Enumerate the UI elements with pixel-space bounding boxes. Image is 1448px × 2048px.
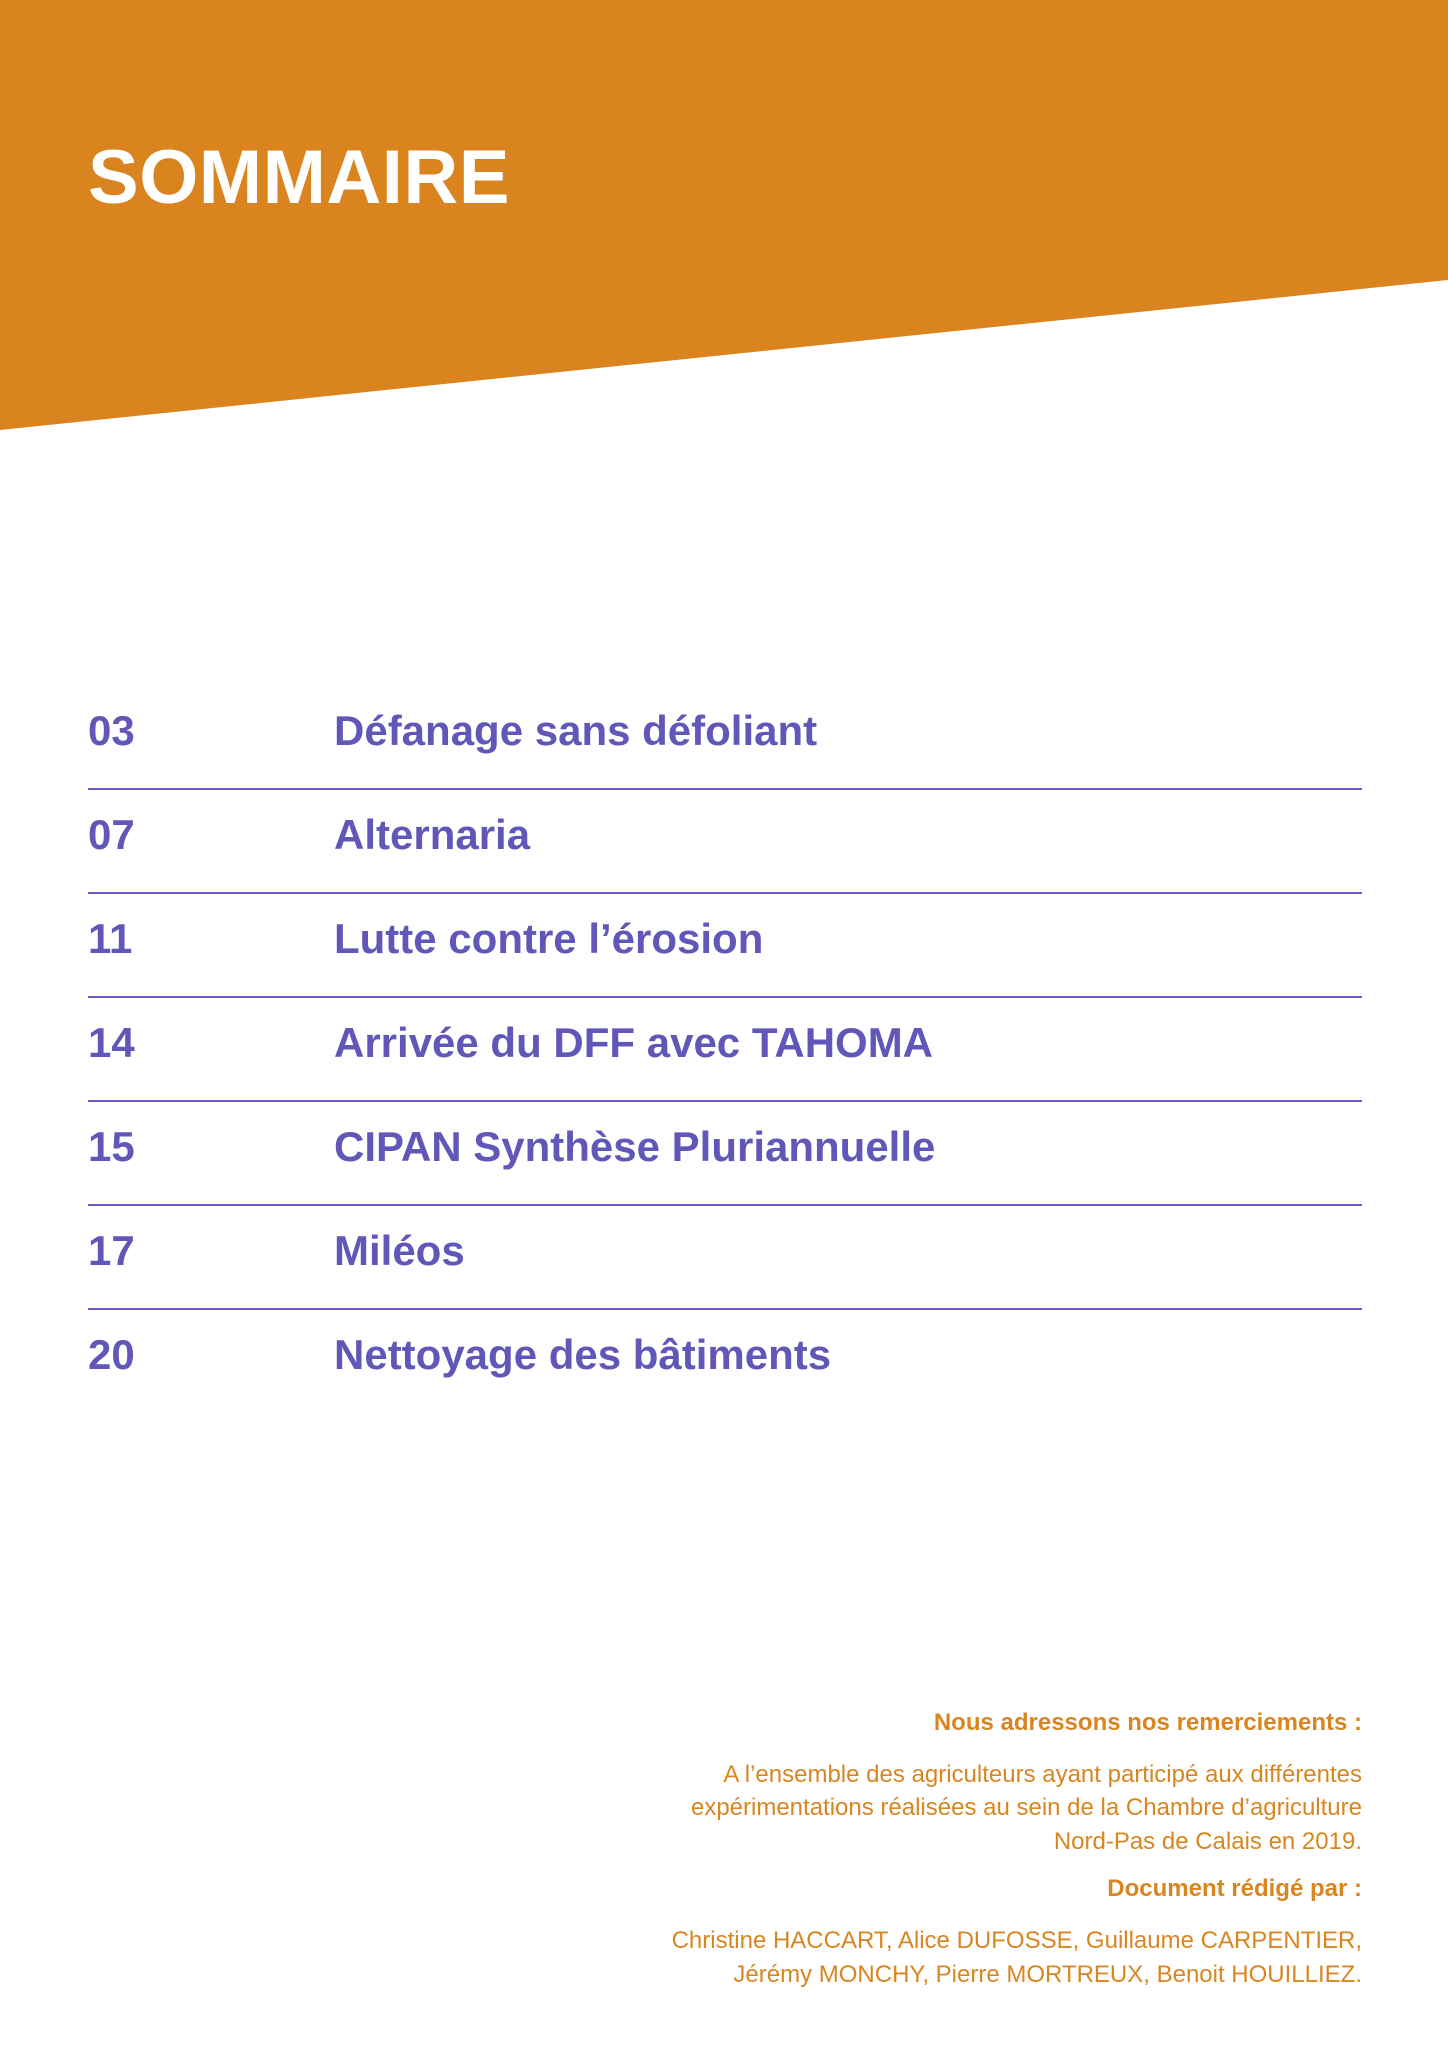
toc-page-number: 20 <box>88 1331 135 1378</box>
toc-entry[interactable] <box>88 1102 1362 1206</box>
acknowledgements-block <box>462 1706 1362 2005</box>
toc-entry-title: Nettoyage des bâtiments <box>334 1331 832 1378</box>
toc-entry-title: Miléos <box>334 1227 465 1274</box>
authors-line: Christine HACCART, Alice DUFOSSE, Guillaume CARPENTIER, <box>671 1926 1362 1954</box>
toc-entry[interactable] <box>88 686 1362 790</box>
toc-entry-title: Défanage sans défoliant <box>334 707 818 754</box>
toc-page-number: 17 <box>88 1227 135 1274</box>
toc-page-number: 03 <box>88 707 135 754</box>
toc-entry[interactable] <box>88 1206 1362 1310</box>
thanks-heading: Nous adressons nos remerciements : <box>933 1709 1362 1736</box>
thanks-line: expérimentations réalisées au sein de la Chambre d’agriculture <box>690 1794 1362 1822</box>
toc-page-number: 11 <box>88 915 133 962</box>
table-of-contents <box>88 686 1362 1414</box>
toc-entry-title: Alternaria <box>334 811 531 858</box>
thanks-line: Nord-Pas de Calais en 2019. <box>1053 1827 1362 1855</box>
toc-entry[interactable] <box>88 1310 1362 1414</box>
toc-entry-title: CIPAN Synthèse Pluriannuelle <box>334 1123 936 1170</box>
toc-entry-title: Lutte contre l’érosion <box>334 915 764 962</box>
toc-page-number: 07 <box>88 811 135 858</box>
thanks-line: A l’ensemble des agriculteurs ayant participé aux différentes <box>723 1760 1362 1788</box>
page-title: SOMMAIRE <box>88 135 510 220</box>
toc-entry[interactable] <box>88 790 1362 894</box>
authors-line: Jérémy MONCHY, Pierre MORTREUX, Benoit HOUILLIEZ. <box>733 1960 1362 1988</box>
toc-page-number: 14 <box>88 1019 135 1066</box>
toc-page-number: 15 <box>88 1123 135 1170</box>
toc-entry-title: Arrivée du DFF avec TAHOMA <box>334 1019 934 1066</box>
authors-text <box>462 1924 1362 1991</box>
toc-entry[interactable] <box>88 894 1362 998</box>
header-banner <box>0 0 1448 440</box>
thanks-text <box>462 1758 1362 1859</box>
authors-heading: Document rédigé par : <box>1107 1875 1362 1903</box>
toc-entry[interactable] <box>88 998 1362 1102</box>
